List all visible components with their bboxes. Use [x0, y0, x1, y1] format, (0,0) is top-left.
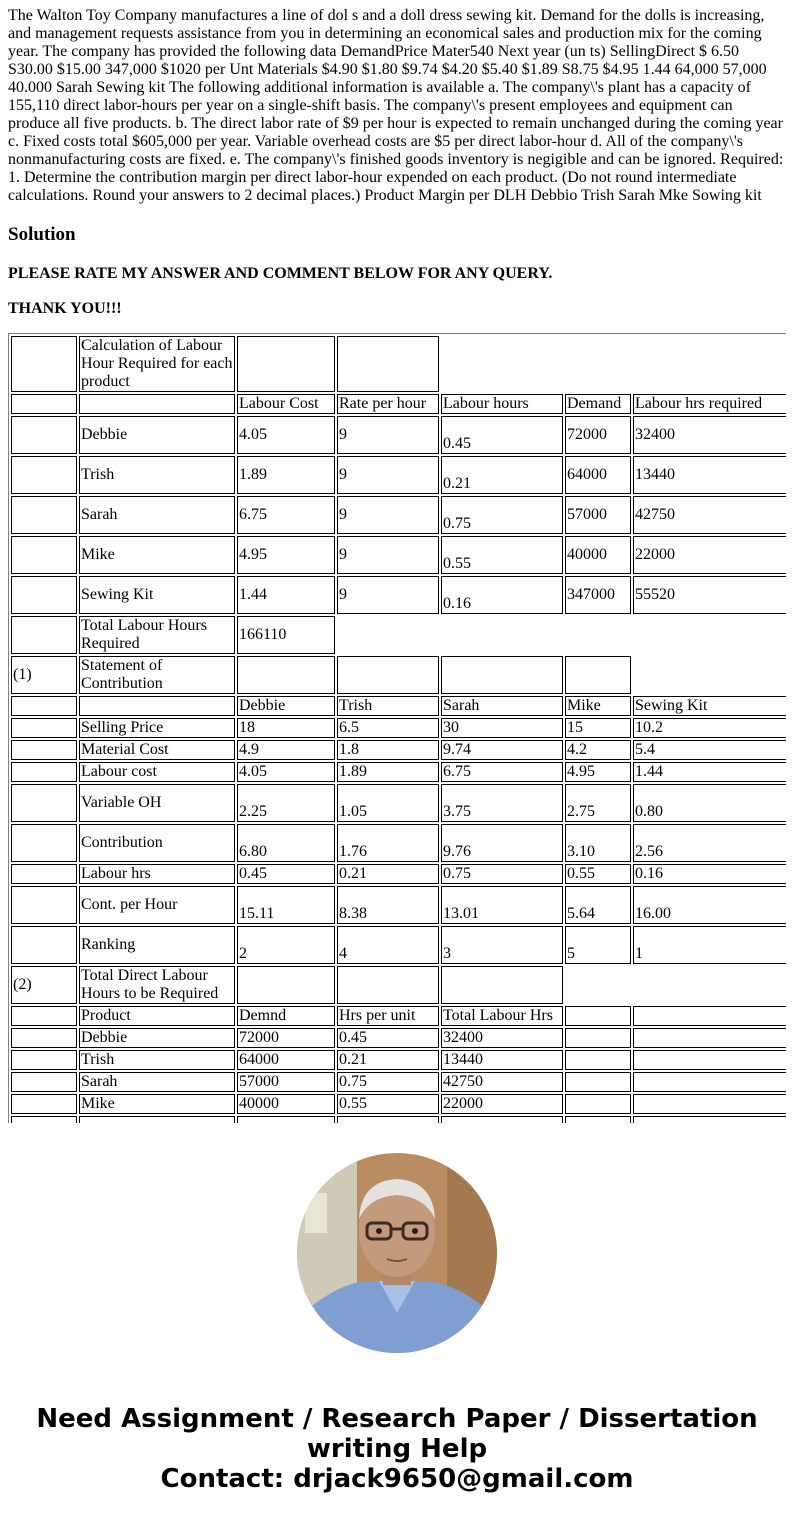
- labour-cost: 4.05: [237, 416, 335, 454]
- table-row: [11, 762, 786, 782]
- cell: 0.55: [565, 864, 631, 884]
- cell: 6.80: [237, 824, 335, 862]
- labour-hours: 0.45: [441, 416, 563, 454]
- rate-per-hour: 9: [337, 576, 439, 614]
- labour-hrs-required: 22000: [633, 536, 786, 574]
- column-header: Mike: [565, 696, 631, 716]
- total-labour-hrs: 22000: [441, 1094, 563, 1114]
- section3-title-row: [11, 966, 786, 1004]
- cell: 2.75: [565, 784, 631, 822]
- cell: 9.74: [441, 740, 563, 760]
- section2-number: (1): [11, 656, 77, 694]
- table-row: [11, 536, 786, 574]
- cell: 15.11: [237, 886, 335, 924]
- demand: 72000: [565, 416, 631, 454]
- column-header: Trish: [337, 696, 439, 716]
- cell: 16.00: [633, 886, 786, 924]
- product-name: Trish: [79, 1050, 235, 1070]
- hrs-per-unit: 0.55: [337, 1094, 439, 1114]
- cell: 4.95: [565, 762, 631, 782]
- cell: 3: [441, 926, 563, 964]
- cell: 0.45: [237, 864, 335, 884]
- section2-title: Statement of Contribution: [79, 656, 235, 694]
- column-header: Labour hrs required: [633, 394, 786, 414]
- cell: 1.05: [337, 784, 439, 822]
- cell: 5.64: [565, 886, 631, 924]
- table-row: [11, 718, 786, 738]
- row-label: Labour cost: [79, 762, 235, 782]
- section2-header-row: [11, 696, 786, 716]
- demand: 72000: [237, 1028, 335, 1048]
- cell: 5: [565, 926, 631, 964]
- total-labour-hrs: 42750: [441, 1072, 563, 1092]
- cell: 4.9: [237, 740, 335, 760]
- cell: 1.89: [337, 762, 439, 782]
- hrs-per-unit: 0.21: [337, 1050, 439, 1070]
- product-name: Mike: [79, 1094, 235, 1114]
- footer-banner: [0, 1404, 794, 1494]
- demand: 347000: [565, 576, 631, 614]
- table-row: [11, 576, 786, 614]
- cell: 3.75: [441, 784, 563, 822]
- rate-per-hour: 9: [337, 536, 439, 574]
- labour-hrs-required: 42750: [633, 496, 786, 534]
- author-portrait-icon: [297, 1153, 497, 1353]
- section3-title: Total Direct Labour Hours to be Required: [79, 966, 235, 1004]
- total-labour-label: Total Labour Hours Required: [79, 616, 235, 654]
- solution-table-viewport[interactable]: [8, 333, 786, 1123]
- cell: 0.80: [633, 784, 786, 822]
- cell: 13.01: [441, 886, 563, 924]
- product-name: Debbie: [79, 1028, 235, 1048]
- table-row: [11, 456, 786, 494]
- table-row: [11, 926, 786, 964]
- demand: 57000: [565, 496, 631, 534]
- row-label: Ranking: [79, 926, 235, 964]
- labour-hours: 0.75: [441, 496, 563, 534]
- row-label: Contribution: [79, 824, 235, 862]
- section3-header-row: [11, 1006, 786, 1026]
- column-header: Hrs per unit: [337, 1006, 439, 1026]
- demand: 64000: [565, 456, 631, 494]
- row-label: Selling Price: [79, 718, 235, 738]
- column-header: Sarah: [441, 696, 563, 716]
- thank-you-text: THANK YOU!!!: [8, 300, 122, 317]
- row-label: Variable OH: [79, 784, 235, 822]
- table-row: [11, 1116, 786, 1123]
- cell: 4: [337, 926, 439, 964]
- total-row: [11, 616, 786, 654]
- table-row: [11, 1094, 786, 1114]
- cell: 30: [441, 718, 563, 738]
- section2-title-row: [11, 656, 786, 694]
- labour-hrs-required: 32400: [633, 416, 786, 454]
- product-name: Mike: [79, 536, 235, 574]
- total-labour-value: 166110: [237, 616, 335, 654]
- column-header: Demnd: [237, 1006, 335, 1026]
- footer-contact[interactable]: Contact: drjack9650@gmail.com: [160, 1464, 634, 1494]
- section1-header-row: [11, 394, 786, 414]
- labour-hours: 0.21: [441, 456, 563, 494]
- row-label: Cont. per Hour: [79, 886, 235, 924]
- labour-cost: 4.95: [237, 536, 335, 574]
- cell: 2.25: [237, 784, 335, 822]
- product-name: Sarah: [79, 496, 235, 534]
- cell: 5.4: [633, 740, 786, 760]
- cell: 8.38: [337, 886, 439, 924]
- column-header: Debbie: [237, 696, 335, 716]
- table-row: [11, 784, 786, 822]
- cell: 2: [237, 926, 335, 964]
- cell: 2.56: [633, 824, 786, 862]
- labour-cost: 6.75: [237, 496, 335, 534]
- labour-cost: 1.44: [237, 576, 335, 614]
- column-header: Rate per hour: [337, 394, 439, 414]
- cell: 4.2: [565, 740, 631, 760]
- cell: 4.05: [237, 762, 335, 782]
- labour-hrs-required: 55520: [633, 576, 786, 614]
- column-header: Labour hours: [441, 394, 563, 414]
- table-row: [11, 416, 786, 454]
- product-name: Debbie: [79, 416, 235, 454]
- total-labour-hrs: 32400: [441, 1028, 563, 1048]
- labour-hours: 0.16: [441, 576, 563, 614]
- labour-cost: 1.89: [237, 456, 335, 494]
- labour-hrs-required: 13440: [633, 456, 786, 494]
- cell: 0.16: [633, 864, 786, 884]
- cell: 10.2: [633, 718, 786, 738]
- hrs-per-unit: 0.75: [337, 1072, 439, 1092]
- cell: 0.21: [337, 864, 439, 884]
- demand: 57000: [237, 1072, 335, 1092]
- column-header: Labour Cost: [237, 394, 335, 414]
- table-row: [11, 886, 786, 924]
- cell: 6.75: [441, 762, 563, 782]
- product-name: Sewing Kit: [79, 576, 235, 614]
- cell: 15: [565, 718, 631, 738]
- cell: 1.76: [337, 824, 439, 862]
- table-row: [11, 496, 786, 534]
- section1-title: Calculation of Labour Hour Required for each product: [79, 336, 235, 392]
- row-label: Labour hrs: [79, 864, 235, 884]
- table-row: [11, 1028, 786, 1048]
- cell: 9.76: [441, 824, 563, 862]
- product-name: Sarah: [79, 1072, 235, 1092]
- author-avatar: [297, 1153, 497, 1353]
- row-label: Material Cost: [79, 740, 235, 760]
- table-row: [11, 1072, 786, 1092]
- hrs-per-unit: 0.45: [337, 1028, 439, 1048]
- section3-number: (2): [11, 966, 77, 1004]
- rate-per-hour: 9: [337, 456, 439, 494]
- product-name: Trish: [79, 456, 235, 494]
- footer-line-2: writing Help: [306, 1434, 488, 1464]
- table-row: [11, 864, 786, 884]
- demand: 64000: [237, 1050, 335, 1070]
- demand: 40000: [237, 1094, 335, 1114]
- solution-heading: Solution: [8, 224, 76, 245]
- rate-per-hour: 9: [337, 496, 439, 534]
- solution-table: [8, 333, 786, 1123]
- section1-title-row: [11, 336, 786, 392]
- table-row: [11, 740, 786, 760]
- column-header: Demand: [565, 394, 631, 414]
- total-labour-hrs: 13440: [441, 1050, 563, 1070]
- question-text: The Walton Toy Company manufactures a line of dol s and a doll dress sewing kit. Demand for the dolls is increasing, and management requests assistance from you in determining an economical sales and production mix for the coming year. The company has provided the following data DemandPrice Mater540 Next year (un ts) SellingDirect $ 6.50 S30.00 $15.00 347,000 $1020 per Unt Materials $4.90 $1.80 $9.74 $4.20 $5.40 $1.89 S8.75 $4.95 1.44 64,000 57,000 40.000 Sarah Sewing kit The following additional information is available a. The company\'s plant has a capacity of 155,110 direct labor-hours per year on a single-shift basis. The company\'s present employees and equipment can produce all five products. b. The direct labor rate of $9 per hour is expected to remain unchanged during the coming year c. Fixed costs total $605,000 per year. Variable overhead costs are $5 per direct labor-hour d. All of the company\'s nonmanufacturing costs are fixed. e. The company\'s finished goods inventory is negigible and can be ignored. Required: 1. Determine the contribution margin per direct labor-hour expended on each product. (Do not round intermediate calculations. Round your answers to 2 decimal places.) Product Margin per DLH Debbio Trish Sarah Mke Sowing kit: [8, 7, 784, 204]
- rate-request-text: PLEASE RATE MY ANSWER AND COMMENT BELOW FOR ANY QUERY.: [8, 265, 553, 282]
- table-row: [11, 824, 786, 862]
- cell: 0.75: [441, 864, 563, 884]
- cell: 18: [237, 718, 335, 738]
- demand: 40000: [565, 536, 631, 574]
- labour-hours: 0.55: [441, 536, 563, 574]
- table-row: [11, 1050, 786, 1070]
- column-header: Sewing Kit: [633, 696, 786, 716]
- footer-line-1: Need Assignment / Research Paper / Dissertation: [36, 1404, 758, 1434]
- cell: 1.8: [337, 740, 439, 760]
- column-header: Product: [79, 1006, 235, 1026]
- cell: 1: [633, 926, 786, 964]
- rate-per-hour: 9: [337, 416, 439, 454]
- cell: 3.10: [565, 824, 631, 862]
- cell: 6.5: [337, 718, 439, 738]
- column-header: Total Labour Hrs: [441, 1006, 563, 1026]
- cell: 1.44: [633, 762, 786, 782]
